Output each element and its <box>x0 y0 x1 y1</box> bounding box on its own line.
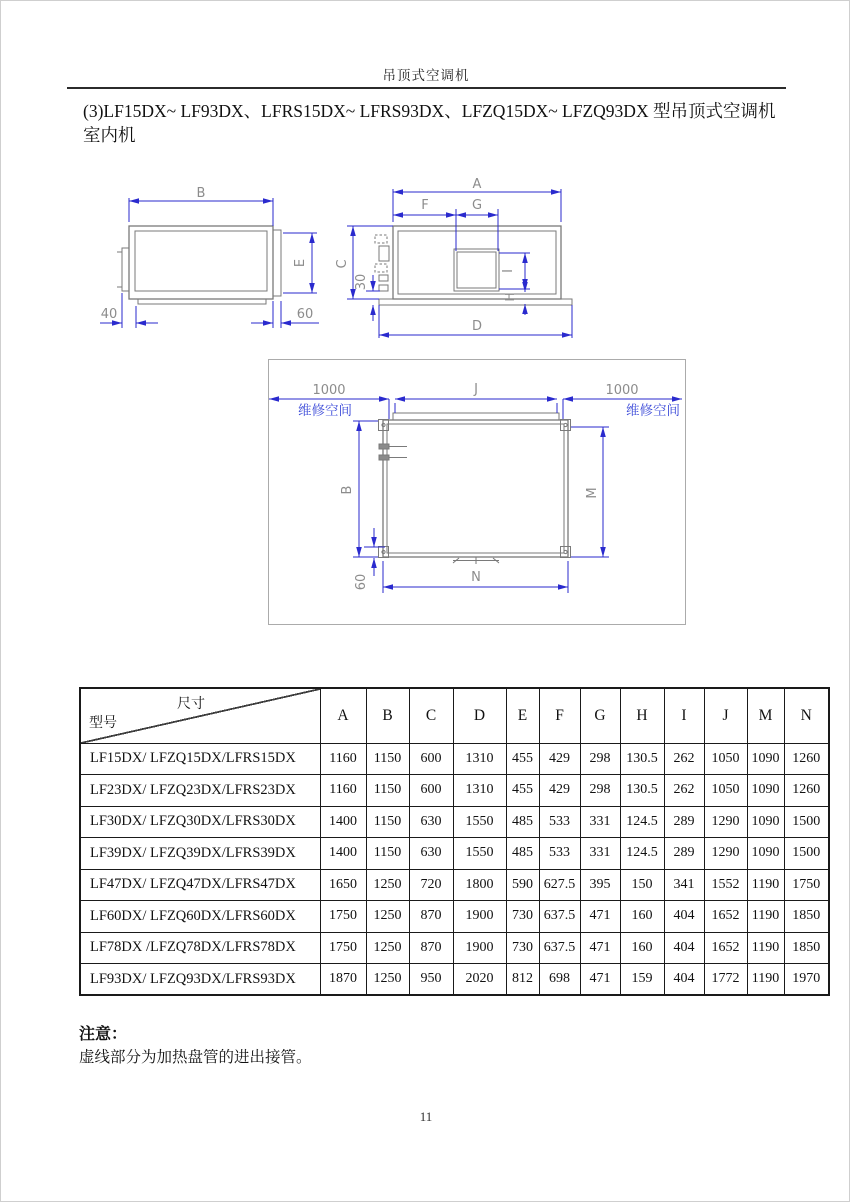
dim-cell: 1970 <box>784 964 829 996</box>
dim-cell: 341 <box>664 869 704 901</box>
dim-cell: 1400 <box>320 838 366 870</box>
dim-cell: 1870 <box>320 964 366 996</box>
dim-cell: 2020 <box>453 964 506 996</box>
table-row <box>80 932 829 964</box>
column-header-b: B <box>366 688 409 743</box>
column-header-c: C <box>409 688 453 743</box>
dim-cell: 1500 <box>784 838 829 870</box>
engineering-drawings-top <box>1 176 850 346</box>
table-row <box>80 901 829 933</box>
dim-cell: 160 <box>620 901 664 933</box>
dim-label-g: G <box>471 198 483 213</box>
dim-cell: 1850 <box>784 901 829 933</box>
model-cell: LF78DX /LFZQ78DX/LFRS78DX <box>80 932 320 964</box>
dim-cell: 1290 <box>704 838 747 870</box>
table-row <box>80 964 829 996</box>
column-header-m: M <box>747 688 784 743</box>
dim-cell: 124.5 <box>620 806 664 838</box>
dim-cell: 150 <box>620 869 664 901</box>
dim-label-b: B <box>196 186 206 201</box>
dim-label-m: M <box>585 487 600 499</box>
dim-cell: 404 <box>664 932 704 964</box>
dim-cell: 1850 <box>784 932 829 964</box>
dim-cell: 1190 <box>747 901 784 933</box>
section-title-line2: 室内机 <box>83 125 136 145</box>
dim-cell: 1250 <box>366 869 409 901</box>
dim-cell: 485 <box>506 806 539 838</box>
dim-cell: 812 <box>506 964 539 996</box>
dim-cell: 1552 <box>704 869 747 901</box>
dim-cell: 1090 <box>747 775 784 807</box>
dim-cell: 1050 <box>704 743 747 775</box>
dim-label-1000-right: 1000 <box>605 383 639 398</box>
note-title: 注意： <box>79 1026 128 1043</box>
table-row <box>80 743 829 775</box>
column-header-a: A <box>320 688 366 743</box>
table-row <box>80 838 829 870</box>
dim-cell: 1250 <box>366 932 409 964</box>
dim-label-30: 30 <box>354 273 369 291</box>
dim-cell: 1652 <box>704 932 747 964</box>
dim-cell: 1250 <box>366 901 409 933</box>
dim-cell: 289 <box>664 806 704 838</box>
dim-cell: 404 <box>664 901 704 933</box>
model-cell: LF93DX/ LFZQ93DX/LFRS93DX <box>80 964 320 996</box>
dim-label-b-plan: B <box>340 485 355 495</box>
dim-cell: 429 <box>539 775 580 807</box>
dim-cell: 1090 <box>747 806 784 838</box>
dim-cell: 1160 <box>320 743 366 775</box>
model-cell: LF47DX/ LFZQ47DX/LFRS47DX <box>80 869 320 901</box>
column-header-h: H <box>620 688 664 743</box>
dim-cell: 637.5 <box>539 901 580 933</box>
dim-label-60-plan: 60 <box>354 573 369 591</box>
dim-cell: 1750 <box>320 932 366 964</box>
dim-cell: 1190 <box>747 964 784 996</box>
dim-cell: 630 <box>409 838 453 870</box>
dim-cell: 455 <box>506 775 539 807</box>
dim-cell: 1150 <box>366 806 409 838</box>
column-header-d: D <box>453 688 506 743</box>
dim-cell: 730 <box>506 932 539 964</box>
corner-label-size: 尺寸 <box>177 697 205 712</box>
dim-cell: 1650 <box>320 869 366 901</box>
dim-cell: 1150 <box>366 775 409 807</box>
dim-cell: 1750 <box>320 901 366 933</box>
page-number: 11 <box>419 1109 433 1124</box>
dim-cell: 533 <box>539 806 580 838</box>
dim-cell: 637.5 <box>539 932 580 964</box>
table-row <box>80 869 829 901</box>
dim-cell: 429 <box>539 743 580 775</box>
dim-label-f: F <box>421 198 429 213</box>
dim-cell: 533 <box>539 838 580 870</box>
table-row <box>80 775 829 807</box>
dim-cell: 1160 <box>320 775 366 807</box>
dim-cell: 600 <box>409 743 453 775</box>
dim-cell: 331 <box>580 838 620 870</box>
side-view-drawing <box>100 186 319 328</box>
dim-cell: 1900 <box>453 901 506 933</box>
table-header-row <box>80 688 829 743</box>
dim-cell: 130.5 <box>620 743 664 775</box>
dim-cell: 289 <box>664 838 704 870</box>
plan-unit-outline <box>379 413 571 564</box>
column-header-n: N <box>784 688 829 743</box>
dim-cell: 698 <box>539 964 580 996</box>
dim-cell: 262 <box>664 743 704 775</box>
dim-cell: 404 <box>664 964 704 996</box>
dim-cell: 1260 <box>784 775 829 807</box>
dim-label-h: H <box>503 292 517 302</box>
dim-cell: 600 <box>409 775 453 807</box>
dim-cell: 1050 <box>704 775 747 807</box>
dim-cell: 590 <box>506 869 539 901</box>
section-title-line1: (3)LF15DX~ LF93DX、LFRS15DX~ LFRS93DX、LFZQ15DX~ LFZQ93DX 型吊顶式空调机 <box>83 101 776 121</box>
dim-label-c: C <box>335 259 350 269</box>
note-body: 虚线部分为加热盘管的进出接管。 <box>79 1049 312 1066</box>
page-header-title: 吊顶式空调机 <box>382 68 470 83</box>
dim-cell: 1190 <box>747 932 784 964</box>
dim-cell: 870 <box>409 901 453 933</box>
dim-cell: 870 <box>409 932 453 964</box>
dim-cell: 1500 <box>784 806 829 838</box>
dim-cell: 1090 <box>747 838 784 870</box>
dim-label-d: D <box>471 319 483 334</box>
dim-cell: 1550 <box>453 838 506 870</box>
dim-cell: 160 <box>620 932 664 964</box>
dim-cell: 730 <box>506 901 539 933</box>
dim-cell: 627.5 <box>539 869 580 901</box>
table-row <box>80 806 829 838</box>
dim-cell: 630 <box>409 806 453 838</box>
dim-label-60: 60 <box>296 307 314 322</box>
dim-cell: 1900 <box>453 932 506 964</box>
table-corner-cell <box>80 688 320 743</box>
dim-cell: 1550 <box>453 806 506 838</box>
dim-cell: 1250 <box>366 964 409 996</box>
dim-label-n: N <box>471 570 481 585</box>
dim-label-e: E <box>293 258 308 268</box>
dim-cell: 298 <box>580 743 620 775</box>
dim-cell: 455 <box>506 743 539 775</box>
column-header-i: I <box>664 688 704 743</box>
service-space-label-right: 维修空间 <box>626 403 680 418</box>
dim-label-a: A <box>472 177 482 192</box>
dimensions-table <box>79 687 830 996</box>
header-rule <box>67 87 786 89</box>
model-cell: LF39DX/ LFZQ39DX/LFRS39DX <box>80 838 320 870</box>
dim-cell: 471 <box>580 932 620 964</box>
dim-cell: 298 <box>580 775 620 807</box>
dim-cell: 130.5 <box>620 775 664 807</box>
dim-cell: 1260 <box>784 743 829 775</box>
dim-cell: 1310 <box>453 743 506 775</box>
dim-cell: 1150 <box>366 743 409 775</box>
heating-coil-pipe-stubs <box>375 235 389 291</box>
model-cell: LF15DX/ LFZQ15DX/LFRS15DX <box>80 743 320 775</box>
column-header-e: E <box>506 688 539 743</box>
dim-cell: 1310 <box>453 775 506 807</box>
dim-cell: 159 <box>620 964 664 996</box>
corner-label-model: 型号 <box>89 716 117 731</box>
dim-cell: 1090 <box>747 743 784 775</box>
dim-cell: 331 <box>580 806 620 838</box>
column-header-g: G <box>580 688 620 743</box>
dim-cell: 1150 <box>366 838 409 870</box>
dim-cell: 471 <box>580 901 620 933</box>
dim-cell: 1400 <box>320 806 366 838</box>
model-cell: LF60DX/ LFZQ60DX/LFRS60DX <box>80 901 320 933</box>
column-header-f: F <box>539 688 580 743</box>
dim-cell: 395 <box>580 869 620 901</box>
dim-label-i: I <box>501 269 516 273</box>
dim-label-j: J <box>474 382 478 397</box>
dim-cell: 720 <box>409 869 453 901</box>
model-cell: LF30DX/ LFZQ30DX/LFRS30DX <box>80 806 320 838</box>
dim-cell: 124.5 <box>620 838 664 870</box>
dim-cell: 950 <box>409 964 453 996</box>
dim-cell: 1750 <box>784 869 829 901</box>
model-cell: LF23DX/ LFZQ23DX/LFRS23DX <box>80 775 320 807</box>
installation-plan-drawing <box>1 356 850 631</box>
dim-cell: 1290 <box>704 806 747 838</box>
dim-cell: 1772 <box>704 964 747 996</box>
dim-cell: 262 <box>664 775 704 807</box>
dim-label-1000-left: 1000 <box>312 383 346 398</box>
column-header-j: J <box>704 688 747 743</box>
dim-cell: 1800 <box>453 869 506 901</box>
dim-cell: 1652 <box>704 901 747 933</box>
dim-cell: 471 <box>580 964 620 996</box>
service-space-label-left: 维修空间 <box>298 403 352 418</box>
dim-cell: 485 <box>506 838 539 870</box>
dim-cell: 1190 <box>747 869 784 901</box>
dim-label-40: 40 <box>100 307 118 322</box>
front-view-drawing <box>335 177 572 338</box>
